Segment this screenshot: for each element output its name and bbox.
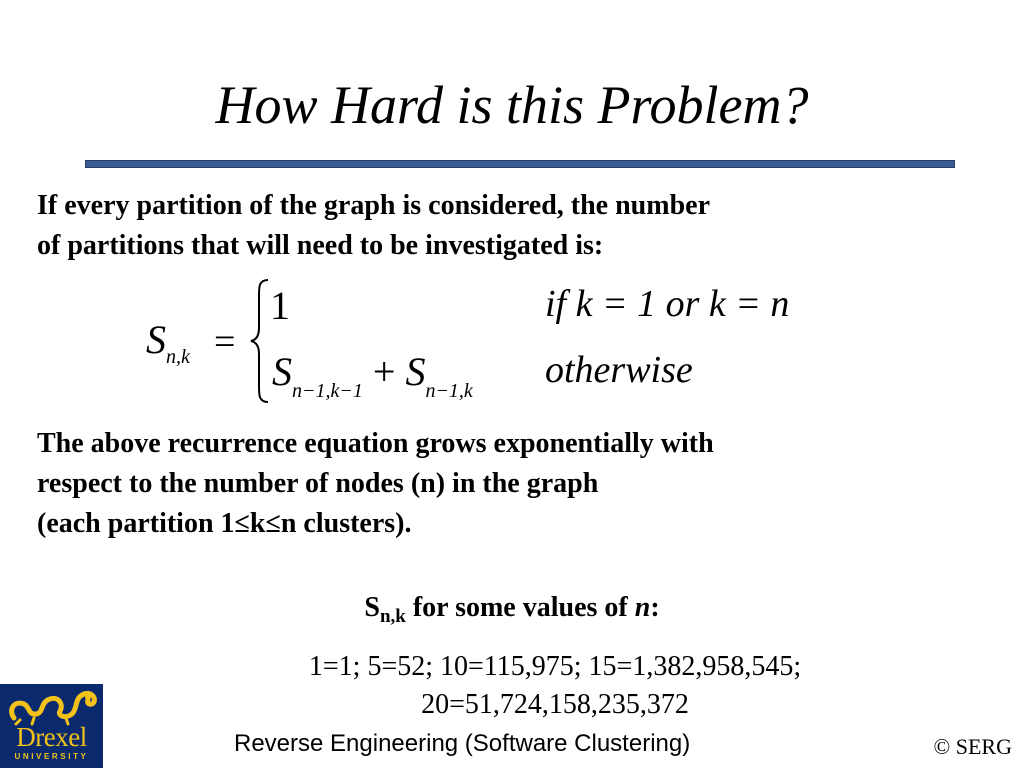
values-list [200, 648, 910, 724]
intro-line-1: If every partition of the graph is considered, the number [37, 190, 710, 221]
equation-lhs-subscript: n,k [166, 346, 190, 368]
explanation-line-3: (each partition 1≤k≤n clusters). [37, 508, 412, 539]
explanation-line-2: respect to the number of nodes (n) in the graph [37, 468, 599, 499]
left-brace-icon [250, 276, 270, 406]
intro-line-2: of partitions that will need to be investigated is: [37, 230, 604, 261]
case2-term1-subscript: n−1,k−1 [292, 380, 363, 402]
values-heading: $S_{n,k}$ for some values of n: [364, 592, 660, 627]
dragon-icon [0, 684, 103, 726]
case1-value: 1 [270, 283, 290, 328]
footer-course-title: Reverse Engineering (Software Clustering) [234, 730, 691, 757]
recurrence-equation [140, 276, 840, 406]
equation-lhs: $S_{n,k}$ [146, 317, 190, 368]
logo-subtitle: UNIVERSITY [14, 752, 89, 761]
footer-copyright: © SERG [933, 734, 1012, 759]
values-line-2: 20=51,724,158,235,372 [421, 689, 689, 720]
drexel-logo [0, 684, 103, 768]
equals-sign: = [214, 321, 236, 363]
explanation-paragraph [37, 424, 714, 544]
values-line-1: 1=1; 5=52; 10=115,975; 15=1,382,958,545; [308, 651, 802, 682]
explanation-line-1: The above recurrence equation grows exponentially with [37, 428, 714, 459]
intro-paragraph [37, 186, 710, 266]
case2-condition: otherwise [545, 349, 693, 391]
slide-title: How Hard is this Problem? [215, 75, 809, 135]
case2-expression: $S_{n-1,k-1} + S_{n-1,k}$ [272, 349, 473, 402]
case2-term2-subscript: n−1,k [425, 380, 473, 402]
case1-condition: if k = 1 or k = n [545, 283, 790, 325]
logo-wordmark: Drexel [16, 722, 87, 752]
title-divider [85, 160, 955, 168]
